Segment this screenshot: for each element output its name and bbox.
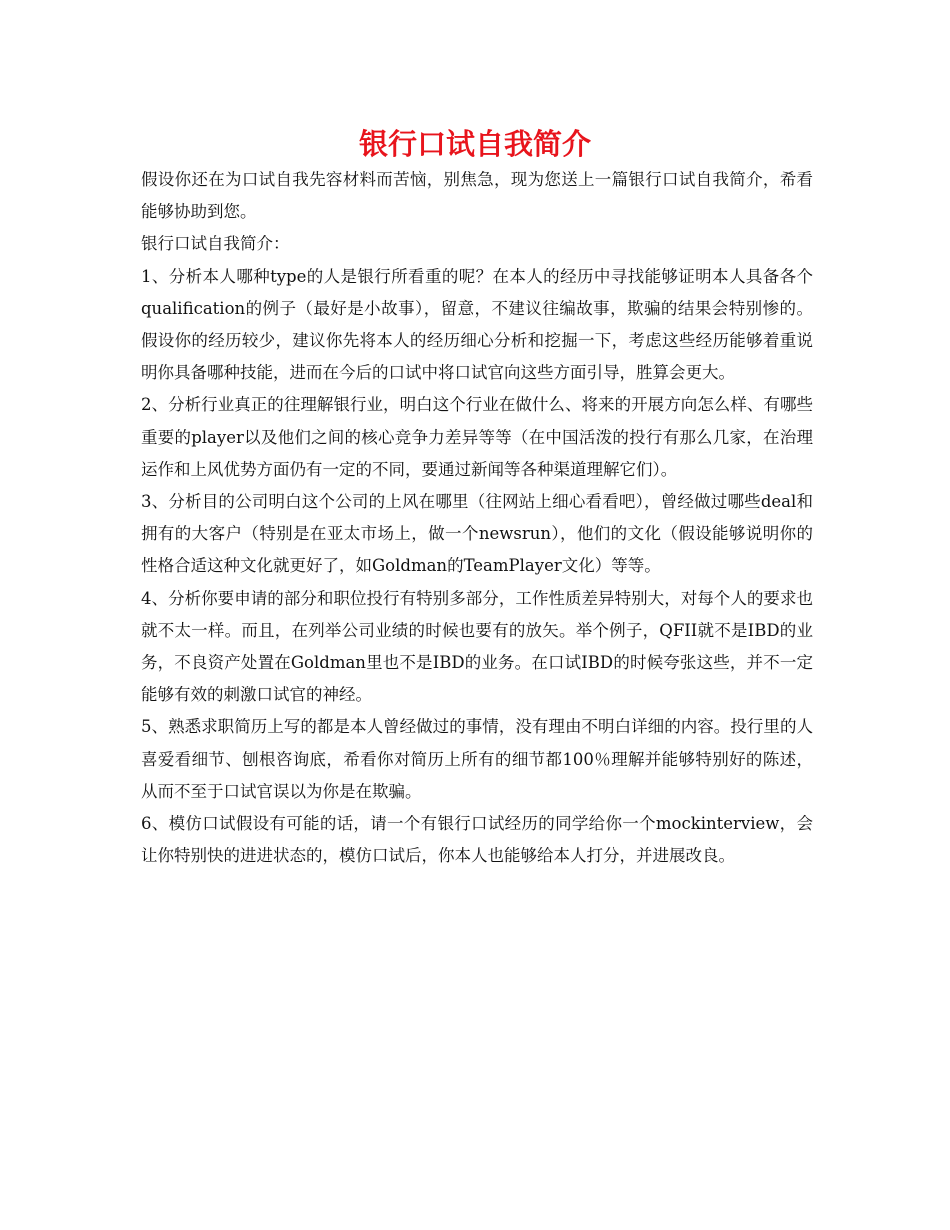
paragraph-point-4: 4、分析你要申请的部分和职位投行有特别多部分，工作性质差异特别大，对每个人的要求也就不太一样。而且，在列举公司业绩的时候也要有的放矢。举个例子，QFII就不是IBD的业务，不良资产处置在Goldman里也不是IBD的业务。在口试IBD的时候夸张这些，并不一定能够有效的刺激口试官的神经。 <box>141 588 813 705</box>
paragraph-point-1: 1、分析本人哪种type的人是银行所看重的呢？在本人的经历中寻找能够证明本人具备各个qualification的例子（最好是小故事），留意，不建议往编故事，欺骗的结果会特别惨的。假设你的经历较少，建议你先将本人的经历细心分析和挖掘一下，考虑这些经历能够着重说明你具备哪种技能，进而在今后的口试中将口试官向这些方面引导，胜算会更大。 <box>141 266 813 383</box>
paragraph-point-2: 2、分析行业真正的往理解银行业，明白这个行业在做什么、将来的开展方向怎么样、有哪些重要的player以及他们之间的核心竞争力差异等等（在中国活泼的投行有那么几家，在治理运作和上风优势方面仍有一定的不同，要通过新闻等各种渠道理解它们）。 <box>141 395 813 479</box>
document-body <box>141 164 813 872</box>
document-title: 银行口试自我简介 <box>358 127 591 161</box>
paragraph-intro: 假设你还在为口试自我先容材料而苦恼，别焦急，现为您送上一篇银行口试自我简介，希看能够协助到您。 <box>141 170 813 222</box>
paragraph-heading: 银行口试自我简介： <box>141 234 290 254</box>
paragraph-point-6: 6、模仿口试假设有可能的话，请一个有银行口试经历的同学给你一个mockinterview，会让你特别快的进进状态的，模仿口试后，你本人也能够给本人打分，并进展改良。 <box>141 814 813 866</box>
paragraph-point-3: 3、分析目的公司明白这个公司的上风在哪里（往网站上细心看看吧），曾经做过哪些deal和拥有的大客户（特别是在亚太市场上，做一个newsrun），他们的文化（假设能够说明你的性格合适这种文化就更好了，如Goldman的TeamPlayer文化）等等。 <box>141 492 813 576</box>
paragraph-point-5: 5、熟悉求职简历上写的都是本人曾经做过的事情，没有理由不明白详细的内容。投行里的人喜爱看细节、刨根咨询底，希看你对简历上所有的细节都100％理解并能够特别好的陈述，从而不至于口试官误以为你是在欺骗。 <box>141 717 813 801</box>
